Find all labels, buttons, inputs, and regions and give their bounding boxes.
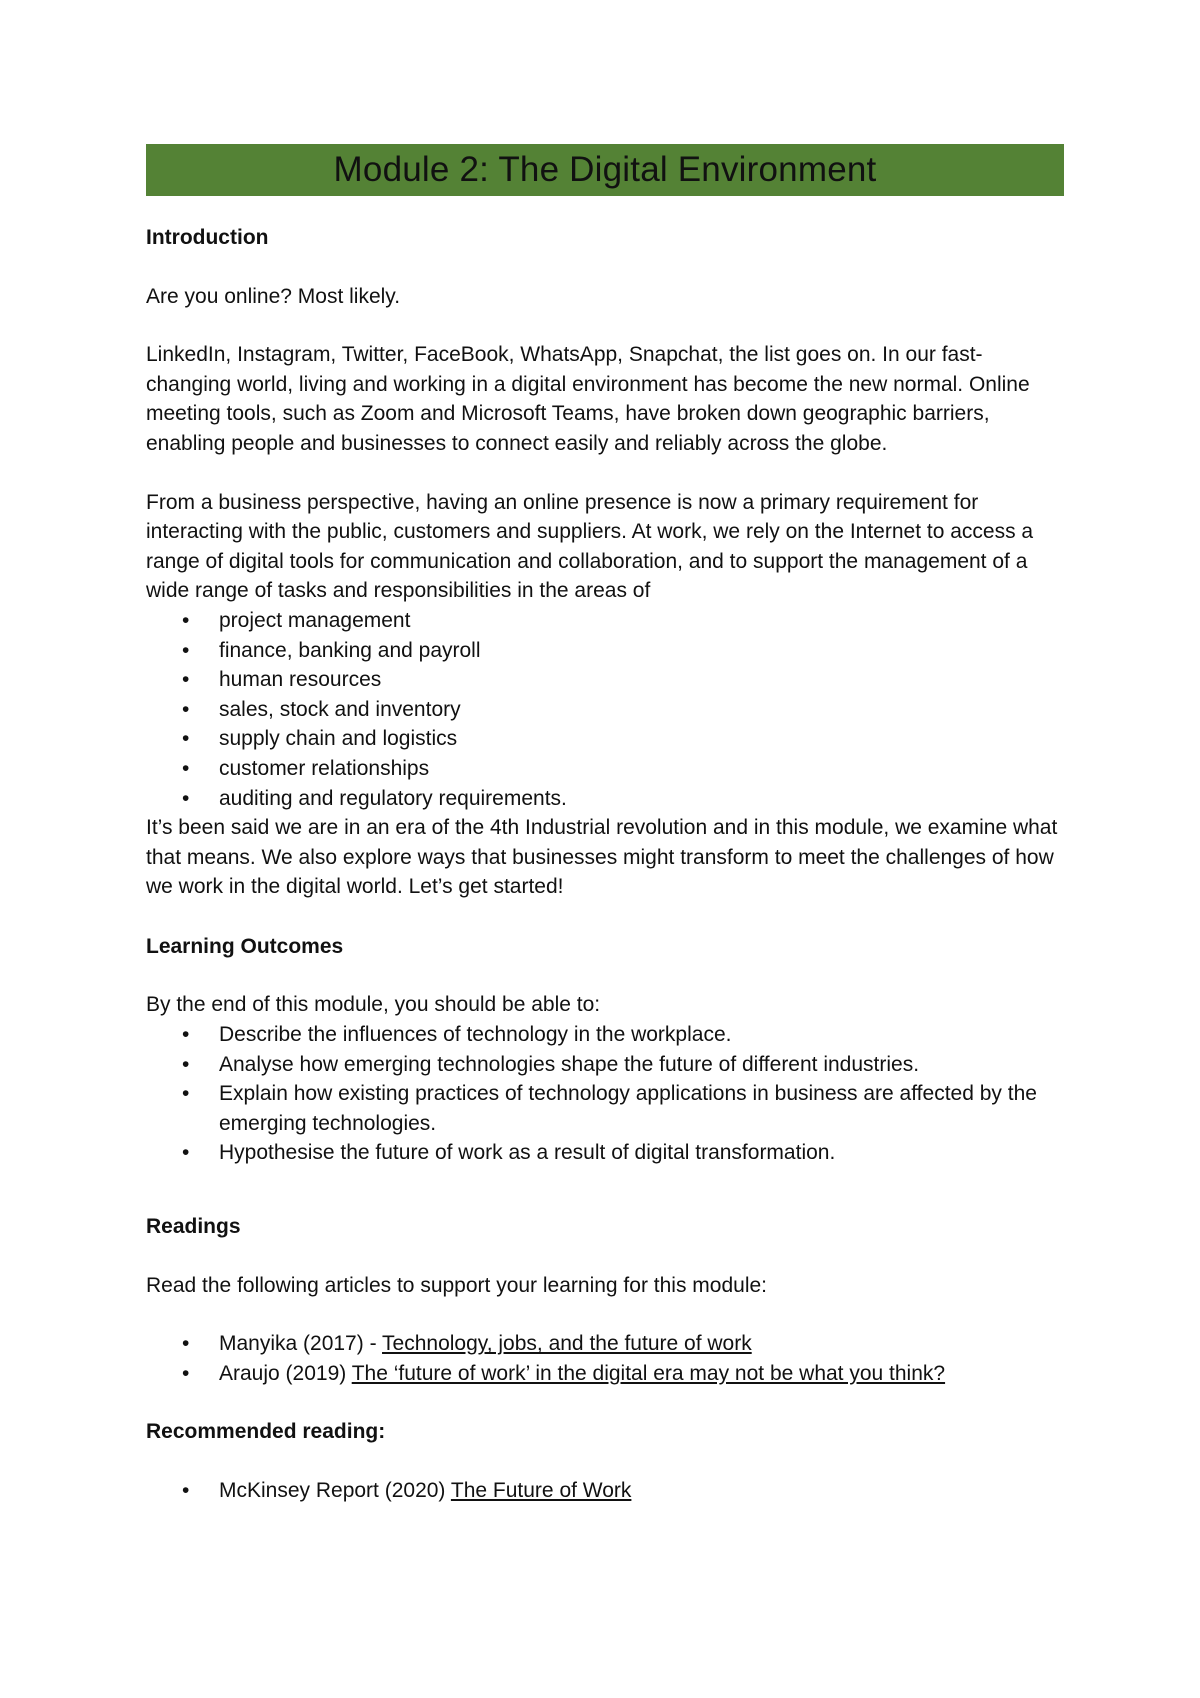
reading-link[interactable]: The ‘future of work’ in the digital era may not be what you think? [351,1361,946,1385]
readings-list [146,1329,1064,1388]
reading-link[interactable]: The Future of Work [450,1479,632,1502]
outcomes-list [146,1020,1064,1168]
list-item [146,1359,1064,1389]
reading-link[interactable]: Technology, jobs, and the future of work [382,1332,752,1356]
list-item: • Analyse how emerging technologies shape the future of different industries. [146,1050,1064,1080]
list-item: • sales, stock and inventory [146,695,1064,725]
learning-outcomes-heading: Learning Outcomes [146,934,344,958]
outcomes-lead: By the end of this module, you should be able to: [146,993,601,1017]
list-item: • project management [146,606,1064,636]
list-item: • auditing and regulatory requirements. [146,784,1064,814]
list-item: • human resources [146,665,1064,695]
intro-paragraph-2: LinkedIn, Instagram, Twitter, FaceBook, WhatsApp, Snapchat, the list goes on. In our fast-changing world, living and working in a digital environment has become the new normal. Online meeting tools, such as Zoom and Microsoft Teams, have broken down geographic barriers, enabling people and businesses to connect easily and reliably across the globe. [146,343,1030,455]
list-item [146,1476,1064,1506]
list-item: • Explain how existing practices of technology applications in business are affected by the emerging technologies. [146,1079,1064,1138]
module-title-bar [146,144,1064,196]
intro-paragraph-3: From a business perspective, having an online presence is now a primary requirement for interacting with the public, customers and suppliers. At work, we rely on the Internet to access a range of digital tools for communication and collaboration, and to support the management of a wide range of tasks and responsibilities in the areas of [146,490,1034,603]
list-item [146,1329,1064,1359]
list-item: • Hypothesise the future of work as a result of digital transformation. [146,1138,1064,1168]
readings-heading: Readings [146,1215,241,1239]
module-title: Module 2: The Digital Environment [333,150,877,190]
introduction-heading: Introduction [146,226,269,249]
intro-paragraph-4: It’s been said we are in an era of the 4th Industrial revolution and in this module, we examine what that means. We also explore ways that businesses might transform to meet the challenges of how we work in the digital world. Let’s get started! [146,816,1058,899]
list-item: • supply chain and logistics [146,724,1064,754]
reading-citation: McKinsey Report (2020) [219,1479,451,1502]
intro-paragraph-1: Are you online? Most likely. [146,284,401,308]
list-item: • Describe the influences of technology in the workplace. [146,1020,1064,1050]
list-item: • finance, banking and payroll [146,636,1064,666]
recommended-list [146,1476,1064,1506]
readings-lead: Read the following articles to support your learning for this module: [146,1273,767,1297]
recommended-reading-heading: Recommended reading: [146,1420,386,1444]
document-content [146,144,1064,1506]
reading-citation: Araujo (2019) [219,1361,352,1385]
reading-citation: Manyika (2017) - [219,1332,383,1356]
list-item: • customer relationships [146,754,1064,784]
areas-list [146,606,1064,813]
